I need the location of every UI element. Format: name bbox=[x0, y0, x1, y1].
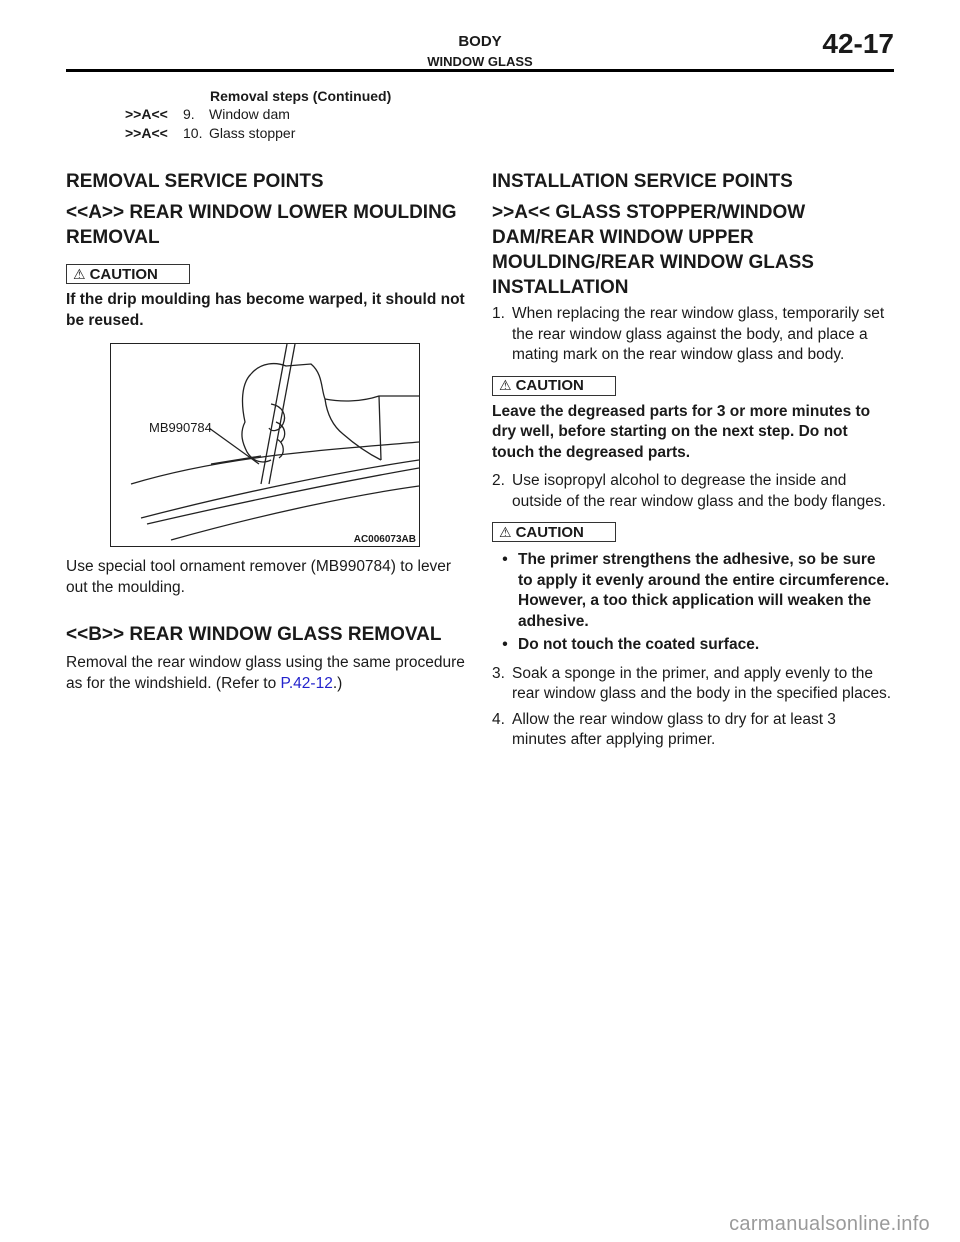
removal-step bbox=[125, 125, 295, 141]
step-text: Use isopropyl alcohol to degrease the inside and outside of the rear window glass and the body flanges. bbox=[512, 472, 886, 510]
installation-subheading: >>A<< GLASS STOPPER/WINDOW DAM/REAR WINDOW UPPER MOULDING/REAR WINDOW GLASS INSTALLATION bbox=[492, 202, 814, 298]
list-item bbox=[492, 710, 894, 751]
lower-moulding-heading: <<A>> REAR WINDOW LOWER MOULDING REMOVAL bbox=[66, 202, 457, 248]
glass-removal-text bbox=[66, 653, 476, 694]
step-mark: >>A<< bbox=[125, 106, 168, 122]
list-item bbox=[492, 550, 894, 632]
glass-removal-text-lead: Removal the rear window glass using the same procedure as for the windshield. (Refer to bbox=[66, 654, 465, 692]
removal-steps-title: Removal steps (Continued) bbox=[210, 88, 392, 104]
warning-icon: ⚠ bbox=[73, 265, 86, 282]
step-number: 2. bbox=[492, 472, 505, 489]
installation-service-heading: INSTALLATION SERVICE POINTS bbox=[492, 171, 793, 192]
glass-removal-text-tail: .) bbox=[332, 674, 343, 692]
bullet-text: The primer strengthens the adhesive, so be sure to apply it evenly around the entire circumference. However, a too thick application will weaken the adhesive. bbox=[518, 551, 890, 630]
bullet-text: Do not touch the coated surface. bbox=[518, 636, 760, 653]
list-item bbox=[492, 471, 894, 512]
caution-label: CAUTION bbox=[515, 523, 584, 541]
bullet-icon: • bbox=[502, 636, 508, 653]
installation-steps-c bbox=[492, 664, 894, 751]
step-number: 4. bbox=[492, 710, 505, 728]
installation-steps-b bbox=[492, 471, 894, 512]
step-text: Soak a sponge in the primer, and apply evenly to the rear window glass and the body in the specified places. bbox=[512, 664, 892, 702]
watermark: carmanualsonline.info bbox=[729, 1213, 930, 1235]
figure-illustration bbox=[111, 344, 419, 546]
list-item bbox=[492, 304, 894, 366]
caution-label: CAUTION bbox=[515, 377, 584, 394]
list-item bbox=[492, 635, 894, 656]
subsection-title: WINDOW GLASS bbox=[427, 54, 533, 69]
step-text: Allow the rear window glass to dry for at least 3 minutes after applying primer. bbox=[512, 710, 836, 748]
caution-box bbox=[66, 264, 190, 284]
moulding-removal-instruction: Use special tool ornament remover (MB990784) to lever out the moulding. bbox=[66, 558, 452, 596]
step-text: When replacing the rear window glass, temporarily set the rear window glass against the body, and place a mating mark on the rear window glass and body. bbox=[512, 305, 885, 363]
reference-link[interactable]: P.42-12 bbox=[280, 674, 333, 692]
step-number: 3. bbox=[492, 664, 505, 682]
step-number: 9. bbox=[183, 106, 195, 122]
section-title: BODY bbox=[458, 33, 502, 50]
left-column bbox=[66, 170, 476, 694]
step-number: 10. bbox=[183, 125, 203, 141]
caution-text: Leave the degreased parts for 3 or more minutes to dry well, before starting on the next step. Do not touch the degreased parts. bbox=[492, 402, 871, 461]
bullet-icon: • bbox=[502, 551, 508, 568]
tool-callout: MB990784 bbox=[149, 420, 212, 435]
warning-icon: ⚠ bbox=[499, 523, 512, 540]
step-number: 1. bbox=[492, 305, 505, 322]
caution-bullets bbox=[492, 550, 894, 656]
glass-removal-heading: <<B>> REAR WINDOW GLASS REMOVAL bbox=[66, 624, 442, 645]
step-label: Glass stopper bbox=[209, 125, 296, 141]
page-number: 42-17 bbox=[822, 28, 894, 59]
list-item bbox=[492, 664, 894, 705]
step-mark: >>A<< bbox=[125, 125, 168, 141]
caution-text: If the drip moulding has become warped, it should not be reused. bbox=[66, 291, 465, 329]
removal-step bbox=[125, 106, 290, 122]
header-rule bbox=[66, 69, 894, 72]
removal-service-heading: REMOVAL SERVICE POINTS bbox=[66, 171, 324, 192]
right-column bbox=[492, 170, 894, 751]
caution-box bbox=[492, 376, 616, 396]
installation-steps-a bbox=[492, 304, 894, 366]
caution-box bbox=[492, 522, 616, 542]
step-label: Window dam bbox=[209, 106, 290, 122]
warning-icon: ⚠ bbox=[499, 377, 512, 393]
caution-label: CAUTION bbox=[89, 265, 158, 283]
figure-code: AC006073AB bbox=[353, 534, 416, 545]
moulding-removal-figure bbox=[110, 343, 420, 547]
